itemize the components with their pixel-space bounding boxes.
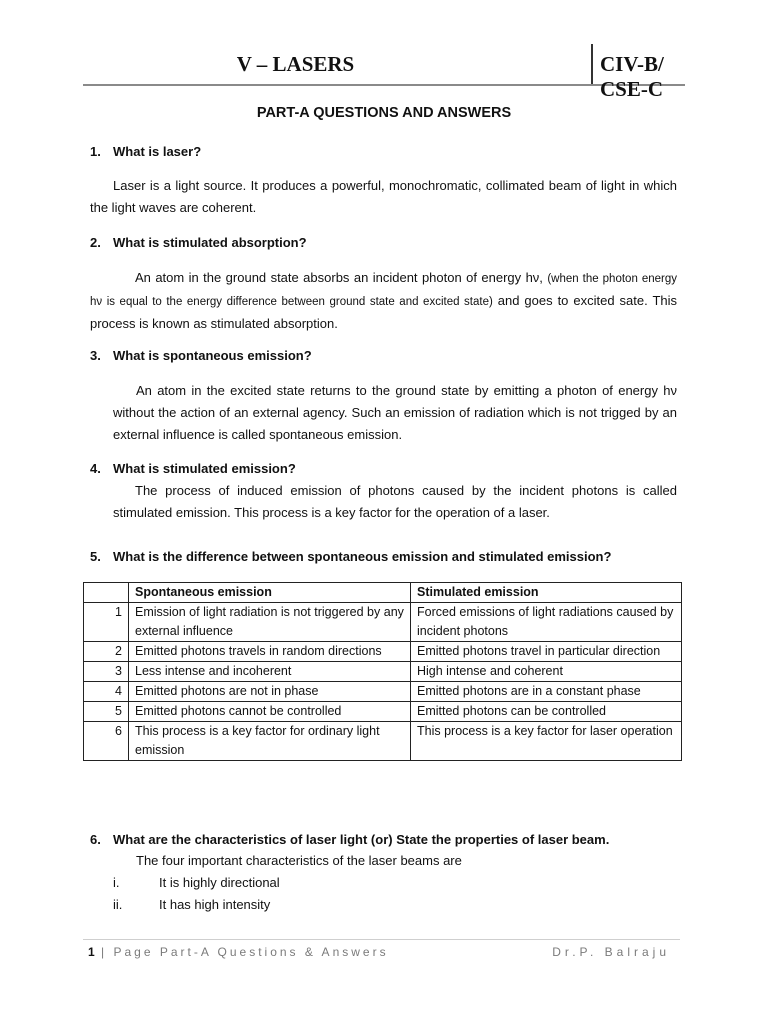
question-1 — [90, 144, 201, 159]
row-number: 1 — [84, 603, 129, 642]
list-item-text: It is highly directional — [159, 875, 280, 890]
question-2 — [90, 235, 307, 250]
question-5 — [90, 549, 611, 564]
question-text: What is spontaneous emission? — [113, 348, 312, 363]
question-number: 5. — [90, 549, 101, 564]
answer-2-part-a: An atom in the ground state absorbs an incident photon of energy hν, — [135, 270, 548, 285]
table-header-cell: Stimulated emission — [411, 583, 682, 603]
answer-4: The process of induced emission of photons caused by the incident photons is called stimulated emission. This process is a key factor for the operation of a laser. — [113, 483, 677, 520]
comparison-table — [83, 582, 682, 761]
stimulated-cell: Emitted photons travel in particular direction — [411, 642, 682, 662]
page-header — [83, 44, 685, 101]
table-row — [84, 722, 682, 761]
stimulated-cell: Emitted photons are in a constant phase — [411, 682, 682, 702]
list-item — [113, 897, 270, 912]
spontaneous-cell: Emitted photons are not in phase — [129, 682, 411, 702]
answer-6-intro: The four important characteristics of the laser beams are — [136, 853, 462, 868]
spontaneous-cell: Emission of light radiation is not triggered by any external influence — [129, 603, 411, 642]
footer-author: Dr.P. Balraju — [552, 945, 670, 959]
question-number: 4. — [90, 461, 101, 476]
list-item — [113, 875, 280, 890]
list-item-text: It has high intensity — [159, 897, 271, 912]
section-title: PART-A QUESTIONS AND ANSWERS — [256, 105, 512, 121]
question-text: What is the difference between spontaneous emission and stimulated emission? — [113, 549, 612, 564]
row-number: 3 — [84, 662, 129, 682]
list-item-number: ii. — [113, 897, 123, 912]
stimulated-cell: High intense and coherent — [411, 662, 682, 682]
list-item-number: i. — [113, 875, 120, 890]
table-header-cell: Spontaneous emission — [129, 583, 411, 603]
question-text: What is laser? — [113, 144, 202, 159]
row-number: 5 — [84, 702, 129, 722]
table-row — [84, 603, 682, 642]
table-header-row — [84, 583, 682, 603]
question-text: What are the characteristics of laser light (or) State the properties of laser beam. — [113, 832, 610, 847]
spontaneous-cell: This process is a key factor for ordinary light emission — [129, 722, 411, 761]
stimulated-cell: Forced emissions of light radiations caused by incident photons — [411, 603, 682, 642]
answer-3: An atom in the excited state returns to the ground state by emitting a photon of energy hν without the action of an external agency. Such an emission of radiation which is not trigged by an external influence is called spontaneous emission. — [113, 383, 677, 442]
page-number: 1 — [88, 945, 95, 959]
footer-label: | Page Part-A Questions & Answers — [101, 945, 389, 959]
stimulated-cell: This process is a key factor for laser operation — [411, 722, 682, 761]
question-3 — [90, 348, 312, 363]
table-row — [84, 702, 682, 722]
class-code: CIV-B/ CSE-C — [600, 52, 664, 101]
question-text: What is stimulated emission? — [113, 461, 296, 476]
table-header-cell — [84, 583, 129, 603]
answer-1: Laser is a light source. It produces a powerful, monochromatic, collimated beam of light in which the light waves are coherent. — [90, 178, 677, 215]
table-row — [84, 642, 682, 662]
stimulated-cell: Emitted photons can be controlled — [411, 702, 682, 722]
question-number: 1. — [90, 144, 101, 159]
row-number: 2 — [84, 642, 129, 662]
row-number: 6 — [84, 722, 129, 761]
chapter-title: V – LASERS — [236, 52, 355, 76]
table-row — [84, 682, 682, 702]
answer-2-part-b: (when the photon energy hν is equal to the energy difference between ground state and excited state) — [90, 273, 677, 308]
question-number: 2. — [90, 235, 101, 250]
spontaneous-cell: Emitted photons cannot be controlled — [129, 702, 411, 722]
question-number: 6. — [90, 832, 101, 847]
question-6 — [90, 832, 609, 847]
spontaneous-cell: Emitted photons travels in random directions — [129, 642, 411, 662]
answer-2-part-c: and goes to excited sate. This process is known as stimulated absorption. — [90, 293, 677, 331]
question-number: 3. — [90, 348, 101, 363]
spontaneous-cell: Less intense and incoherent — [129, 662, 411, 682]
page-footer — [83, 939, 680, 964]
question-text: What is stimulated absorption? — [113, 235, 307, 250]
table-row — [84, 662, 682, 682]
answer-2 — [90, 267, 677, 335]
question-4 — [90, 461, 296, 476]
footer-page-info — [88, 945, 389, 959]
header-divider — [591, 44, 593, 84]
row-number: 4 — [84, 682, 129, 702]
